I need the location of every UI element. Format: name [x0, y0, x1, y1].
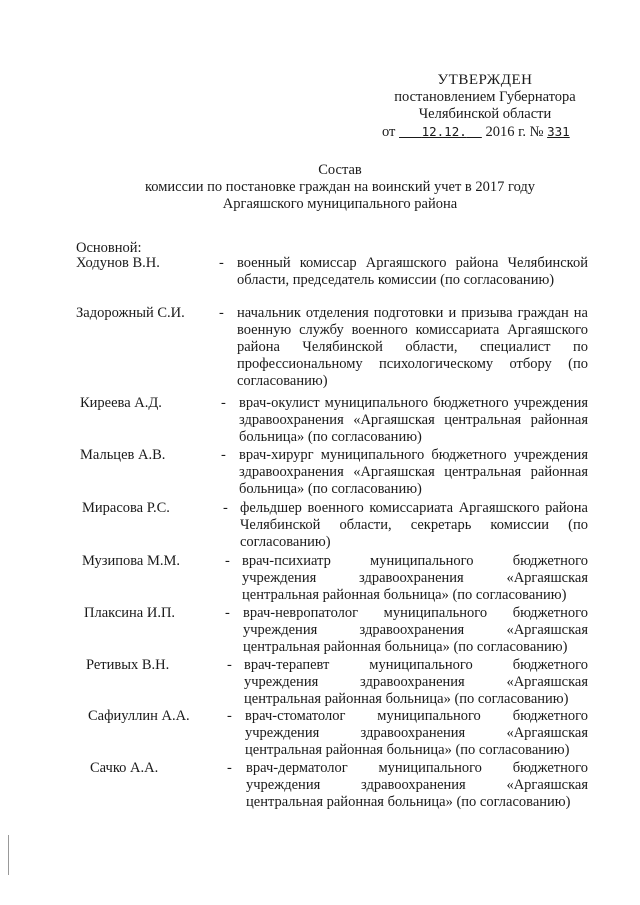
member-dash: -: [221, 447, 226, 463]
member-dash: -: [225, 553, 230, 569]
member-dash: -: [219, 255, 224, 271]
date-suffix: 2016 г. №: [485, 124, 544, 140]
member-dash: -: [227, 760, 232, 776]
member-role: врач-психиатр муниципального бюджетного учреждения здравоохранения «Аргаяшская центральная районная больница» (по согласованию): [242, 553, 588, 603]
approval-stamp: [380, 72, 590, 141]
title-line-1: Состав: [318, 162, 362, 178]
member-name: Мирасова Р.С.: [82, 500, 170, 516]
scan-edge-mark: [8, 835, 9, 875]
member-name: Мальцев А.В.: [80, 447, 166, 463]
member-name: Сачко А.А.: [90, 760, 159, 776]
member-name: Киреева А.Д.: [80, 395, 162, 411]
member-dash: -: [219, 305, 224, 321]
member-role: врач-хирург муниципального бюджетного учреждения здравоохранения «Аргаяшская центральная районная больница» (по согласованию): [239, 447, 588, 497]
date-prefix: от: [382, 124, 396, 140]
title-line-3: Аргаяшского муниципального района: [222, 196, 458, 212]
member-name: Ходунов В.Н.: [76, 255, 160, 271]
member-dash: -: [225, 605, 230, 621]
section-label: Основной:: [76, 240, 142, 256]
member-role: начальник отделения подготовки и призыва граждан на военную службу военного комиссариата Аргаяшского района Челябинской области, специалист по профессиональному психологическому отбору (по согласованию): [237, 305, 588, 389]
member-role: врач-дерматолог муниципального бюджетного учреждения здравоохранения «Аргаяшская центральная районная больница» (по согласованию): [246, 760, 588, 810]
member-role: врач-терапевт муниципального бюджетного учреждения здравоохранения «Аргаяшская центральная районная больница» (по согласованию): [244, 657, 588, 707]
approval-header: УТВЕРЖДЕН: [437, 72, 533, 88]
approval-date-line: [380, 123, 590, 141]
member-name: Задорожный С.И.: [76, 305, 185, 321]
member-role: врач-невропатолог муниципального бюджетного учреждения здравоохранения «Аргаяшская центральная районная больница» (по согласованию): [243, 605, 588, 655]
member-name: Плаксина И.П.: [84, 605, 176, 621]
member-name: Ретивых В.Н.: [86, 657, 170, 673]
member-role: врач-стоматолог муниципального бюджетного учреждения здравоохранения «Аргаяшская центральная районная больница» (по согласованию): [245, 708, 588, 758]
approval-line-1: постановлением Губернатора: [394, 89, 576, 105]
member-name: Сафиуллин А.А.: [88, 708, 190, 724]
member-dash: -: [221, 395, 226, 411]
member-role: фельдшер военного комиссариата Аргаяшского района Челябинской области, секретарь комиссии (по согласованию): [240, 500, 588, 550]
member-role: военный комиссар Аргаяшского района Челябинской области, председатель комиссии (по согласованию): [237, 255, 588, 288]
title-line-2: комиссии по постановке граждан на воинский учет в 2017 году: [144, 179, 536, 195]
member-dash: -: [227, 657, 232, 673]
date-value: 12.12.: [421, 124, 467, 139]
decree-number: 331: [547, 124, 570, 139]
approval-line-2: Челябинской области: [418, 106, 552, 122]
member-name: Музипова М.М.: [82, 553, 181, 569]
member-role: врач-окулист муниципального бюджетного учреждения здравоохранения «Аргаяшская центральная районная больница» (по согласованию): [239, 395, 588, 445]
member-dash: -: [227, 708, 232, 724]
document-title: [90, 162, 590, 213]
member-dash: -: [223, 500, 228, 516]
